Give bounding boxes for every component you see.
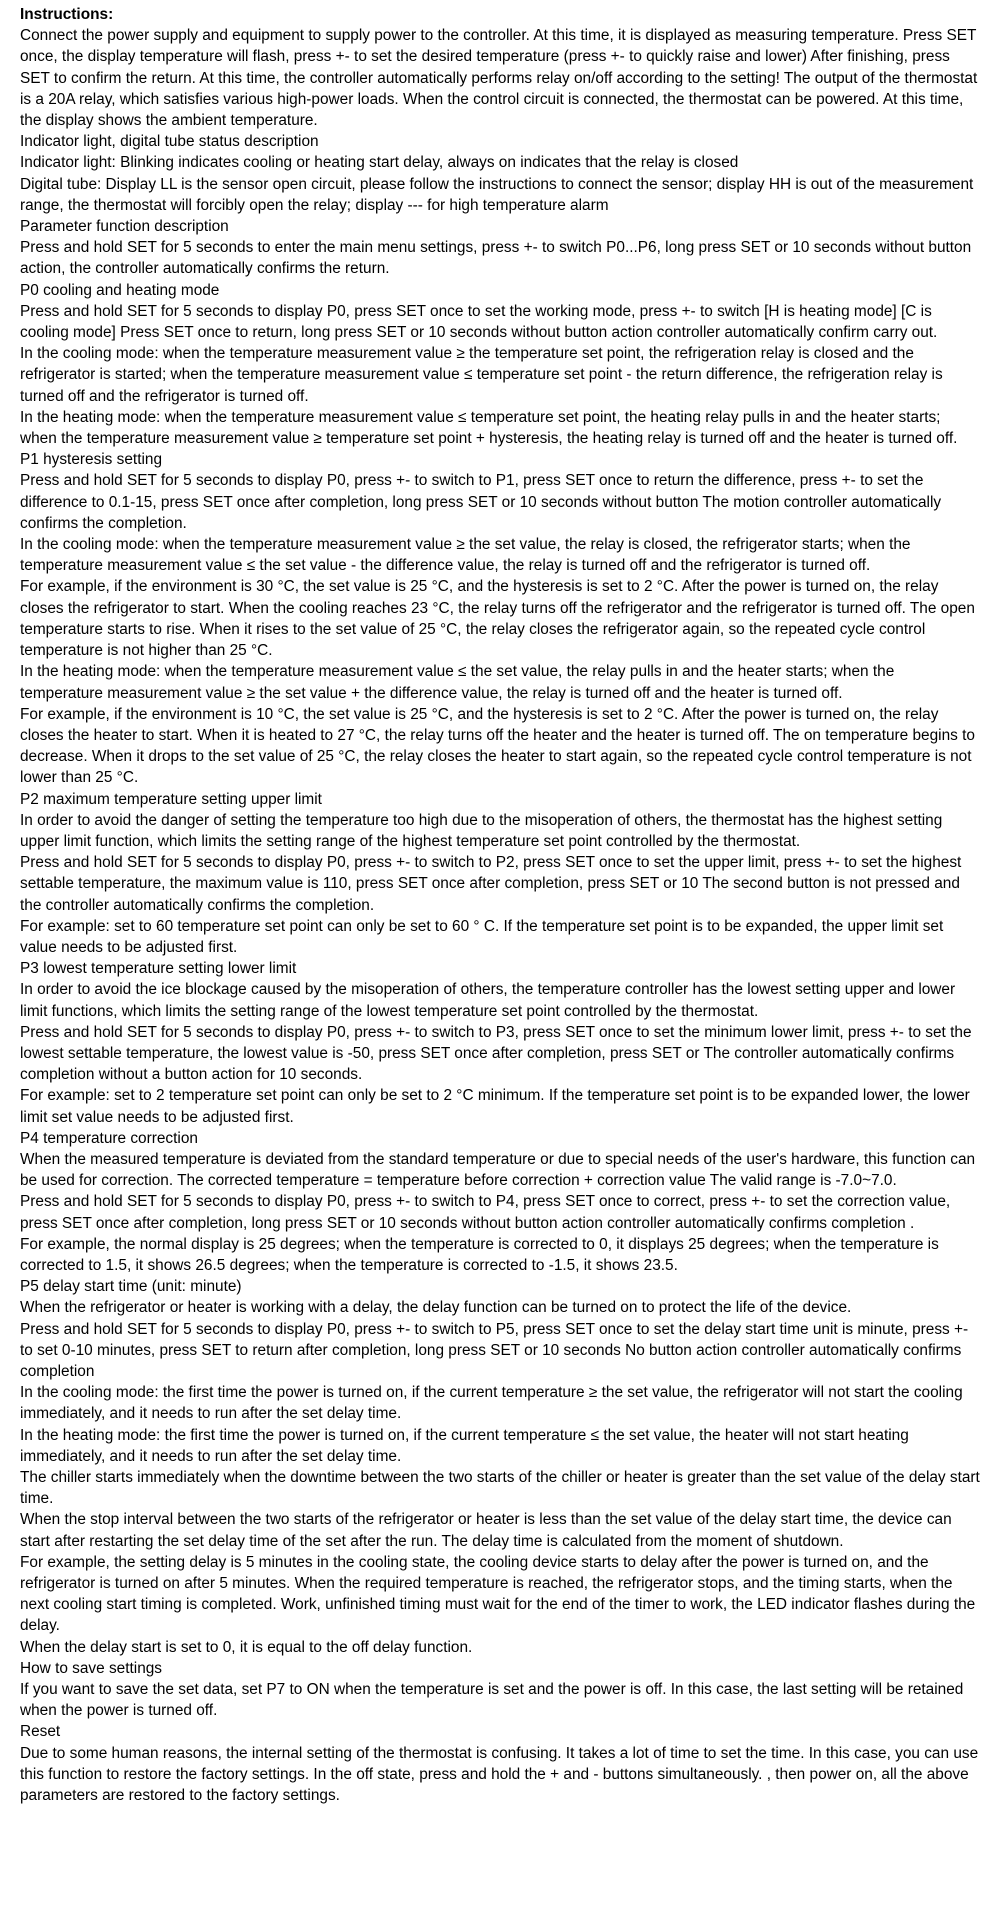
paragraph: How to save settings xyxy=(20,1659,163,1677)
paragraph: For example, the normal display is 25 degrees; when the temperature is corrected to 0, it displays 25 degrees; when the temperature is corrected to 1.5, it shows 26.5 degrees; when the temperature is corrected to -1.5, it shows 23.5. xyxy=(20,1235,939,1274)
paragraph: In the cooling mode: when the temperature measurement value ≥ the set value, the relay is closed, the refrigerator starts; when the temperature measurement value ≤ the set value - the difference value, the relay is turned off and the refrigerator is turned off. xyxy=(20,536,911,575)
paragraph: If you want to save the set data, set P7 to ON when the temperature is set and the power is off. In this case, the last setting will be retained when the power is turned off. xyxy=(20,1681,964,1720)
paragraph: Press and hold SET for 5 seconds to display P0, press +- to switch to P3, press SET once to set the minimum lower limit, press +- to set the lowest settable temperature, the lowest value is -50, press SET once after completion, press SET or The controller automatically confirms completion without a button action for 10 seconds. xyxy=(20,1023,972,1084)
paragraph: Indicator light, digital tube status description xyxy=(20,133,319,151)
paragraph: In the cooling mode: the first time the power is turned on, if the current temperature ≥ the set value, the refrigerator will not start the cooling immediately, and it needs to run after the set delay time. xyxy=(20,1384,963,1423)
paragraph: For example: set to 2 temperature set point can only be set to 2 °C minimum. If the temperature set point is to be expanded lower, the lower limit set value needs to be adjusted first. xyxy=(20,1087,970,1126)
paragraph: Press and hold SET for 5 seconds to display P0, press +- to switch to P2, press SET once to set the upper limit, press +- to set the highest settable temperature, the maximum value is 110, press SET once after completion, press SET or 10 The second button is not pressed and the controller automatically confirms the completion. xyxy=(20,854,962,914)
paragraph: P4 temperature correction xyxy=(20,1129,198,1147)
paragraph: For example, the setting delay is 5 minutes in the cooling state, the cooling device starts to delay after the power is turned on, and the refrigerator is turned on after 5 minutes. When the required temperature is reached, the refrigerator stops, and the timing starts, when the next cooling start timing is completed. Work, unfinished timing must wait for the end of the timer to work, the LED indicator flashes during the delay. xyxy=(20,1553,976,1635)
paragraph: P1 hysteresis setting xyxy=(20,451,163,469)
paragraph: Reset xyxy=(20,1723,61,1741)
paragraph: Indicator light: Blinking indicates cooling or heating start delay, always on indicates that the relay is closed xyxy=(20,154,739,172)
document-title: Instructions: xyxy=(20,6,114,23)
paragraph: P3 lowest temperature setting lower limit xyxy=(20,960,297,978)
paragraph: For example, if the environment is 30 °C, the set value is 25 °C, and the hysteresis is set to 2 °C. After the power is turned on, the relay closes the refrigerator to start. When the cooling reaches 23 °C, the relay turns off the refrigerator and the refrigerator is turned off. The open temperature starts to rise. When it rises to the set value of 25 °C, the relay closes the refrigerator again, so the repeated cycle control temperature is not higher than 25 °C. xyxy=(20,578,975,660)
paragraph: Connect the power supply and equipment to supply power to the controller. At this time, it is displayed as measuring temperature. Press SET once, the display temperature will flash, press +- to set the desired temperature (press +- to quickly raise and lower) After finishing, press SET to confirm the return. At this time, the controller automatically performs relay on/off according to the setting! The output of the thermostat is a 20A relay, which satisfies various high-power loads. When the control circuit is connected, the thermostat can be powered. At this time, the display shows the ambient temperature. xyxy=(20,27,978,130)
paragraph: Press and hold SET for 5 seconds to display P0, press +- to switch to P1, press SET once to return the difference, press +- to set the difference to 0.1-15, press SET once after completion, long press SET or 10 seconds without button The motion controller automatically confirms the completion. xyxy=(20,472,942,532)
paragraph: P5 delay start time (unit: minute) xyxy=(20,1278,242,1296)
paragraph: When the stop interval between the two starts of the refrigerator or heater is less than the set value of the delay start time, the device can start after restarting the set delay time of the set after the run. The delay time is calculated from the moment of shutdown. xyxy=(20,1511,952,1550)
paragraph: In order to avoid the danger of setting the temperature too high due to the misoperation of others, the thermostat has the highest setting upper limit function, which limits the setting range of the highest temperature set point controlled by the thermostat. xyxy=(20,811,943,850)
paragraph: When the refrigerator or heater is working with a delay, the delay function can be turned on to protect the life of the device. xyxy=(20,1299,852,1317)
paragraph: P0 cooling and heating mode xyxy=(20,281,220,299)
paragraph: Parameter function description xyxy=(20,218,229,236)
paragraph: Digital tube: Display LL is the sensor open circuit, please follow the instructions to connect the sensor; display HH is out of the measurement range, the thermostat will forcibly open the relay; display --- for high temperature alarm xyxy=(20,175,974,214)
paragraph: Press and hold SET for 5 seconds to display P0, press SET once to set the working mode, press +- to switch [H is heating mode] [C is cooling mode] Press SET once to return, long press SET or 10 seconds without button action controller automatically confirm carry out. xyxy=(20,302,938,342)
paragraph: Press and hold SET for 5 seconds to enter the main menu settings, press +- to switch P0...P6, long press SET or 10 seconds without button action, the controller automatically confirms the return. xyxy=(20,239,972,278)
paragraph: When the measured temperature is deviated from the standard temperature or due to special needs of the user's hardware, this function can be used for correction. The corrected temperature = temperature before correction + correction value The valid range is -7.0~7.0. xyxy=(20,1150,976,1190)
paragraph: In the heating mode: when the temperature measurement value ≤ the set value, the relay pulls in and the heater starts; when the temperature measurement value ≥ the set value + the difference value, the relay is turned off and the heater is turned off. xyxy=(20,663,895,702)
paragraph: In the heating mode: the first time the power is turned on, if the current temperature ≤ the set value, the heater will not start heating immediately, and it needs to run after the set delay time. xyxy=(20,1426,909,1465)
paragraph: For example, if the environment is 10 °C, the set value is 25 °C, and the hysteresis is set to 2 °C. After the power is turned on, the relay closes the heater to start. When it is heated to 27 °C, the relay turns off the heater and the heater is turned off. The on temperature begins to decrease. When it drops to the set value of 25 °C, the relay closes the heater to start again, so the repeated cycle control temperature is not lower than 25 °C. xyxy=(20,705,975,787)
paragraph: In the heating mode: when the temperature measurement value ≤ temperature set point, the heating relay pulls in and the heater starts; when the temperature measurement value ≥ temperature set point + hysteresis, the heating relay is turned off and the heater is turned off. xyxy=(20,408,958,448)
paragraph: Press and hold SET for 5 seconds to display P0, press +- to switch to P5, press SET once to set the delay start time unit is minute, press +- to set 0-10 minutes, press SET to return after completion, long press SET or 10 seconds No button action controller automatically confirms completion xyxy=(20,1320,969,1380)
paragraph: Due to some human reasons, the internal setting of the thermostat is confusing. It takes a lot of time to set the time. In this case, you can use this function to restore the factory settings. In the off state, press and hold the + and - buttons simultaneously. , then power on, all the above parameters are restored to the factory settings. xyxy=(20,1744,979,1805)
paragraph: Press and hold SET for 5 seconds to display P0, press +- to switch to P4, press SET once to correct, press +- to set the correction value, press SET once after completion, long press SET or 10 seconds without button action controller automatically confirms completion . xyxy=(20,1193,951,1232)
paragraph: For example: set to 60 temperature set point can only be set to 60 ° C. If the temperature set point is to be expanded, the upper limit set value needs to be adjusted first. xyxy=(20,917,944,956)
document-body xyxy=(20,25,980,1806)
paragraph: In order to avoid the ice blockage caused by the misoperation of others, the temperature controller has the lowest setting upper and lower limit functions, which limits the setting range of the lowest temperature set point controlled by the thermostat. xyxy=(20,981,956,1020)
paragraph: P2 maximum temperature setting upper limit xyxy=(20,790,322,808)
paragraph: When the delay start is set to 0, it is equal to the off delay function. xyxy=(20,1638,473,1656)
paragraph: In the cooling mode: when the temperature measurement value ≥ the temperature set point, the refrigeration relay is closed and the refrigerator is started; when the temperature measurement value ≤ temperature set point - the return difference, the refrigeration relay is turned off and the refrigerator is turned off. xyxy=(20,345,943,405)
paragraph: The chiller starts immediately when the downtime between the two starts of the chiller or heater is greater than the set value of the delay start time. xyxy=(20,1469,980,1508)
